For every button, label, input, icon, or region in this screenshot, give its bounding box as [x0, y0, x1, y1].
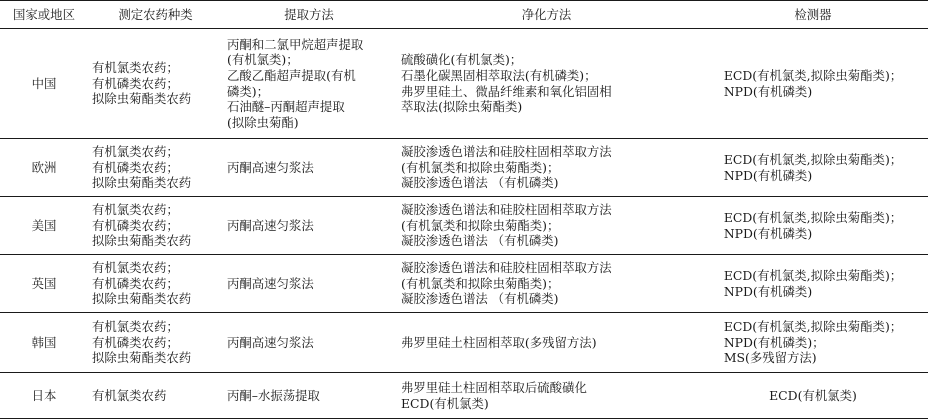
cell-line: 石油醚–丙酮超声提取	[227, 99, 345, 115]
cell-line: 有机氯类农药；	[92, 260, 179, 276]
cell-detector-lines	[724, 210, 902, 241]
header-detector: 检测器	[698, 1, 928, 29]
cell-purification-method-lines	[401, 380, 587, 411]
cell-pesticide-types	[88, 313, 223, 373]
cell-purification-method	[395, 255, 698, 313]
cell-line: (有机氯类和拟除虫菊酯类)；	[401, 159, 560, 175]
cell-line: 凝胶渗透色谱法 （有机磷类)	[401, 233, 559, 249]
cell-line: 萃取法(拟除虫菊酯类)	[401, 99, 523, 115]
cell-pesticide-types-lines	[92, 144, 191, 191]
cell-line: (有机氯类)；	[227, 52, 299, 68]
cell-detector	[698, 29, 928, 139]
table-row	[0, 255, 928, 313]
cell-line: 磷类)；	[227, 83, 270, 99]
cell-pesticide-types-lines	[92, 388, 166, 404]
cell-line: (有机氯类和拟除虫菊酯类)；	[401, 217, 560, 233]
cell-purification-method	[395, 29, 698, 139]
cell-purification-method-lines	[401, 52, 612, 114]
cell-line: 丙酮高速匀浆法	[227, 334, 314, 350]
cell-purification-method	[395, 373, 698, 419]
cell-pesticide-types	[88, 197, 223, 255]
cell-country: 日本	[31, 387, 57, 403]
cell-extraction-method	[223, 139, 395, 197]
cell-pesticide-types-lines	[92, 319, 191, 366]
cell-extraction-method-lines	[227, 160, 314, 176]
cell-country: 英国	[31, 275, 57, 291]
cell-line: 弗罗里硅土柱固相萃取(多残留方法)	[401, 334, 597, 350]
cell-country: 欧洲	[31, 159, 57, 175]
cell-line: NPD(有机磷类)	[723, 283, 813, 299]
table-row	[0, 197, 928, 255]
cell-line: 凝胶渗透色谱法 （有机磷类)	[401, 175, 559, 191]
cell-line: 有机磷类农药；	[92, 75, 179, 91]
cell-extraction-method-lines	[227, 218, 314, 234]
cell-line: 有机磷类农药；	[92, 159, 179, 175]
cell-line: 有机磷类农药；	[92, 275, 179, 291]
table-row	[0, 139, 928, 197]
cell-detector	[698, 373, 928, 419]
cell-detector-lines	[724, 268, 902, 299]
cell-line: NPD(有机磷类)；	[723, 334, 825, 350]
cell-line: 拟除虫菊酯类农药	[92, 91, 192, 107]
cell-line: (有机氯类和拟除虫菊酯类)；	[401, 275, 560, 291]
cell-line: 有机氯类农药；	[92, 202, 179, 218]
cell-detector	[698, 255, 928, 313]
cell-line: ECD(有机氯类,拟除虫菊酯类)；	[723, 209, 903, 225]
header-country: 国家或地区	[0, 1, 88, 29]
cell-line: 凝胶渗透色谱法 （有机磷类)	[401, 291, 559, 307]
cell-detector-lines	[724, 319, 902, 366]
cell-line: 拟除虫菊酯类农药	[92, 350, 192, 366]
cell-line: 拟除虫菊酯类农药	[92, 175, 192, 191]
cell-line: 有机氯类农药	[92, 387, 167, 403]
cell-line: 有机磷类农药；	[92, 334, 179, 350]
cell-pesticide-types	[88, 29, 223, 139]
cell-detector	[698, 139, 928, 197]
cell-line: 拟除虫菊酯类农药	[92, 291, 192, 307]
cell-line: 丙酮高速匀浆法	[227, 275, 314, 291]
cell-detector	[698, 197, 928, 255]
cell-line: ECD(有机氯类,拟除虫菊酯类)；	[723, 319, 903, 335]
cell-line: 乙酸乙酯超声提取(有机	[227, 67, 356, 83]
cell-purification-method-lines	[401, 260, 612, 307]
cell-extraction-method	[223, 255, 395, 313]
cell-line: ECD(有机氯类)	[769, 387, 857, 403]
cell-line: ECD(有机氯类,拟除虫菊酯类)；	[723, 151, 903, 167]
cell-line: 硫酸磺化(有机氯类)；	[401, 52, 523, 68]
cell-line: 凝胶渗透色谱法和硅胶柱固相萃取方法	[401, 144, 612, 160]
cell-country: 美国	[31, 217, 57, 233]
cell-pesticide-types-lines	[92, 60, 191, 107]
cell-line: 凝胶渗透色谱法和硅胶柱固相萃取方法	[401, 202, 612, 218]
cell-line: 有机磷类农药；	[92, 217, 179, 233]
cell-extraction-method-lines	[227, 335, 314, 351]
header-row	[0, 1, 928, 29]
cell-purification-method-lines	[401, 335, 597, 351]
cell-line: 丙酮高速匀浆法	[227, 217, 314, 233]
cell-purification-method-lines	[401, 202, 612, 249]
cell-line: ECD(有机氯类,拟除虫菊酯类)；	[723, 267, 903, 283]
cell-line: NPD(有机磷类)	[723, 83, 813, 99]
cell-line: 丙酮–水振荡提取	[227, 387, 320, 403]
cell-line: 有机氯类农药；	[92, 144, 179, 160]
cell-detector-lines	[769, 388, 857, 404]
cell-extraction-method-lines	[227, 276, 314, 292]
cell-extraction-method	[223, 373, 395, 419]
cell-country: 韩国	[31, 334, 57, 350]
cell-pesticide-types	[88, 139, 223, 197]
cell-pesticide-types	[88, 373, 223, 419]
cell-line: ECD(有机氯类)	[401, 395, 489, 411]
cell-line: 石墨化碳黑固相萃取法(有机磷类)；	[401, 67, 597, 83]
cell-purification-method	[395, 139, 698, 197]
cell-detector-lines	[724, 152, 902, 183]
cell-line: 丙酮高速匀浆法	[227, 159, 314, 175]
cell-line: (拟除虫菊酯)	[227, 114, 299, 130]
cell-line: ECD(有机氯类,拟除虫菊酯类)；	[723, 67, 903, 83]
cell-pesticide-types-lines	[92, 260, 191, 307]
cell-line: 有机氯类农药；	[92, 60, 179, 76]
cell-line: MS(多残留方法)	[723, 350, 817, 366]
cell-line: NPD(有机磷类)	[723, 225, 813, 241]
header-pesticide-types: 测定农药种类	[88, 1, 223, 29]
cell-line: 弗罗里硅土柱固相萃取后硫酸磺化	[401, 379, 587, 395]
cell-extraction-method	[223, 313, 395, 373]
cell-purification-method	[395, 313, 698, 373]
cell-extraction-method	[223, 29, 395, 139]
cell-line: 弗罗里硅土、微晶纤维素和氧化铝固相	[401, 83, 612, 99]
cell-line: NPD(有机磷类)	[723, 167, 813, 183]
cell-detector	[698, 313, 928, 373]
table-row	[0, 29, 928, 139]
cell-pesticide-types	[88, 255, 223, 313]
cell-extraction-method	[223, 197, 395, 255]
cell-purification-method-lines	[401, 144, 612, 191]
cell-detector-lines	[724, 68, 902, 99]
cell-extraction-method-lines	[227, 37, 363, 131]
cell-line: 凝胶渗透色谱法和硅胶柱固相萃取方法	[401, 260, 612, 276]
cell-pesticide-types-lines	[92, 202, 191, 249]
table-row	[0, 313, 928, 373]
cell-line: 有机氯类农药；	[92, 319, 179, 335]
header-extraction-method: 提取方法	[223, 1, 395, 29]
table-row	[0, 373, 928, 419]
table-body	[0, 29, 928, 419]
cell-line: 拟除虫菊酯类农药	[92, 233, 192, 249]
cell-purification-method	[395, 197, 698, 255]
cell-extraction-method-lines	[227, 388, 320, 404]
header-purification-method: 净化方法	[395, 1, 698, 29]
cell-line: 丙酮和二氯甲烷超声提取	[227, 36, 364, 52]
cell-country: 中国	[31, 75, 57, 91]
